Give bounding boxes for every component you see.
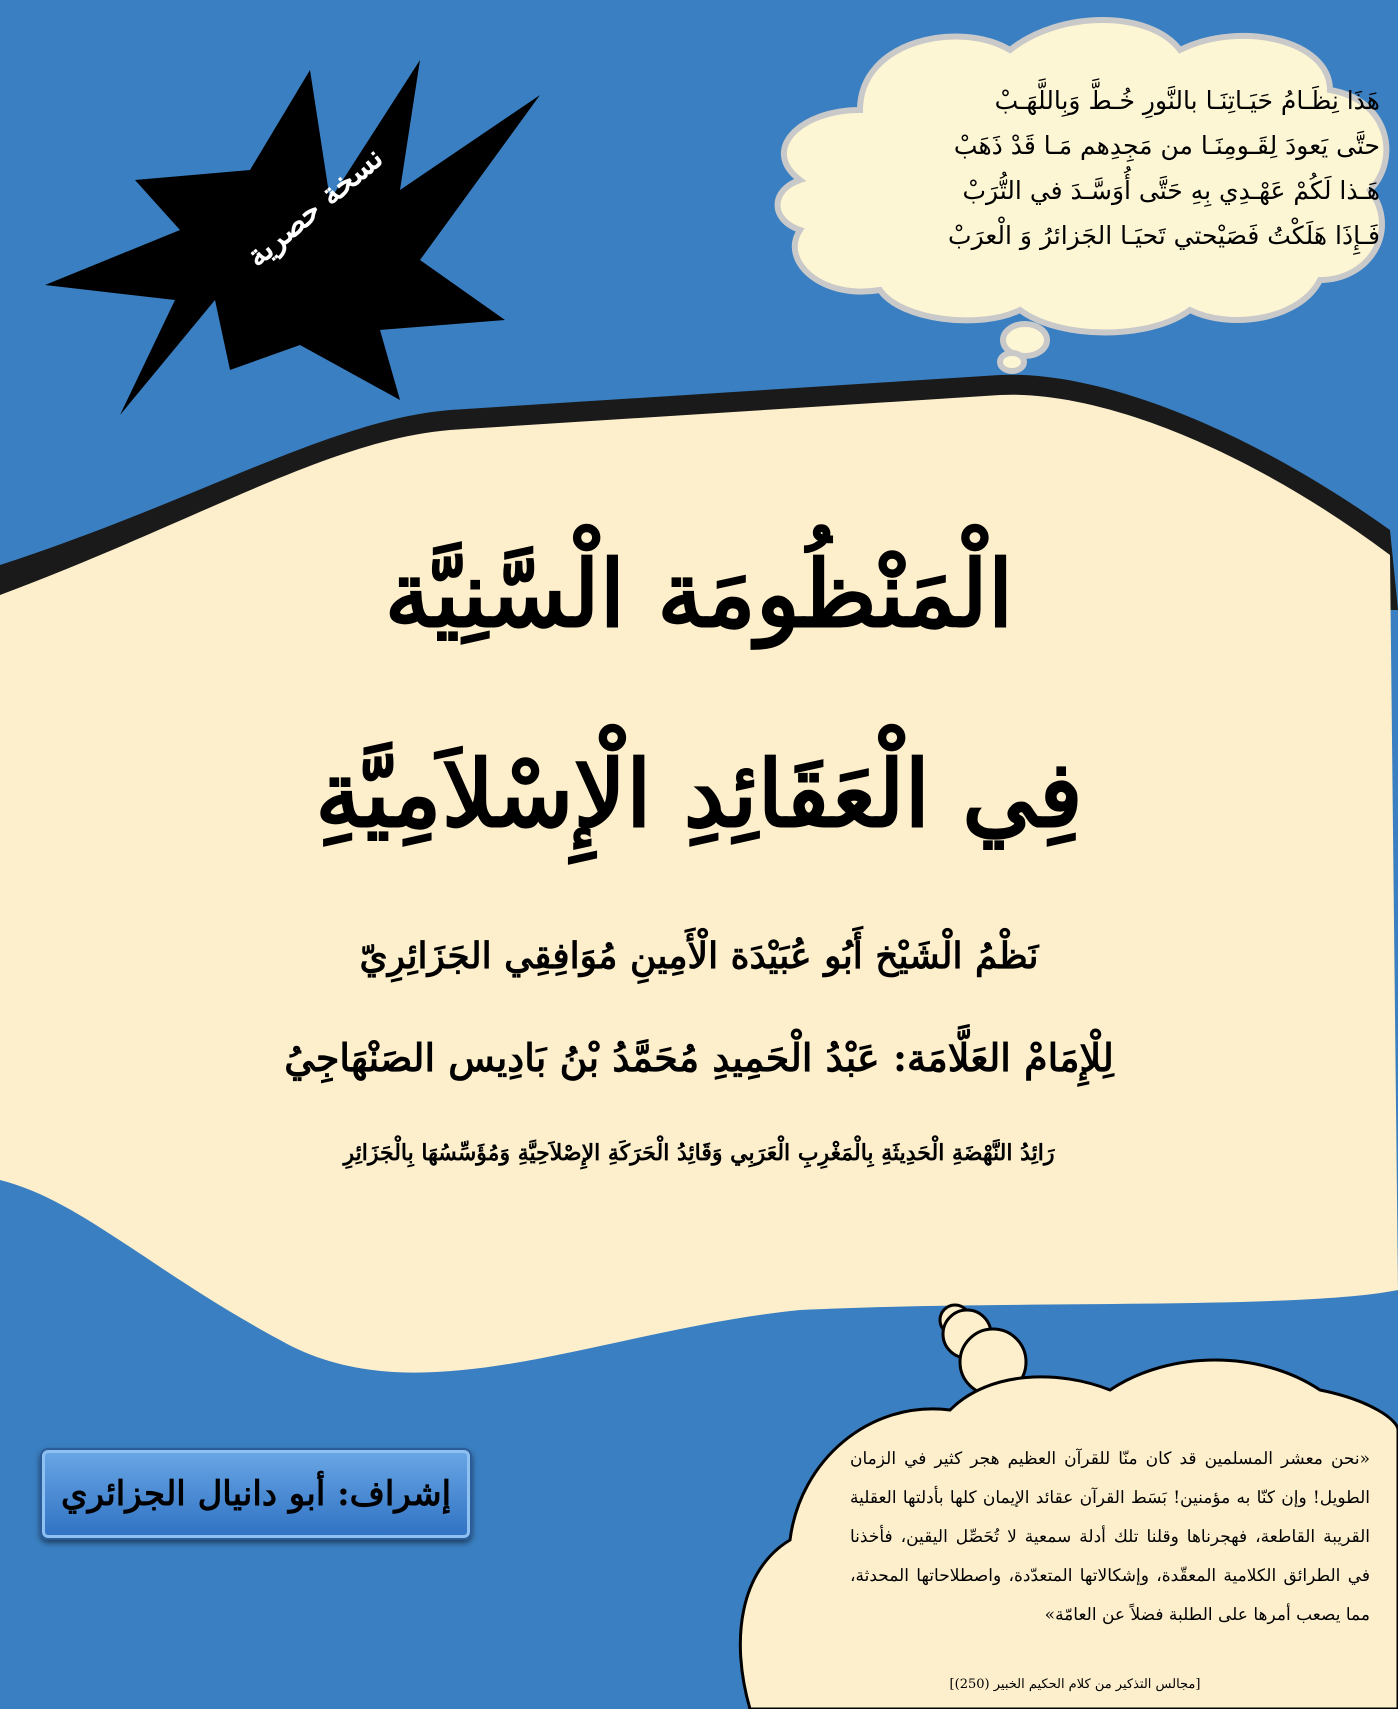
- poem-line: هَذَا نِظَـامُ حَيَـاتِنَـا بالنَّورِ خُـطَّ وَبِاللَّهَـبْ: [994, 86, 1380, 115]
- quote-source: [مجالس التذكير من كلام الحكيم الخبير (250)]: [949, 1677, 1201, 1692]
- tagline: رَائِدُ النَّهْضَةِ الْحَدِيثَةِ بِالْمَغْرِبِ الْعَرَبِي وَقَائِدُ الْحَرَكَةِ الإِصْلاَحِيَّةِ وَمُؤَسِّسُهَا بِالْجَزَائِرِ: [343, 1140, 1055, 1166]
- poem-line: فَـإِذَا هَلَكْتُ فَصَيْحتي تَحيَـا الجَزائرُ وَ الْعرَبْ: [948, 221, 1380, 250]
- poem-line: حتَّى يَعودَ لِقَـومِنَـا من مَجِدِهم مَـا قَدْ ذَهَبْ: [953, 131, 1380, 160]
- poem-line: هَـذا لَكُمْ عَهْـدِي بِهِ حَتَّى أُوَسَّـدَ في التُّرَبْ: [962, 176, 1380, 205]
- title-line-2: فِي الْعَقَائِدِ الْإِسْلاَمِيَّةِ: [315, 740, 1083, 848]
- exclusive-edition-badge: نسخة حصرية: [239, 140, 391, 275]
- poem-verses: [930, 78, 1380, 258]
- supervisor-plaque: [40, 1448, 472, 1540]
- supervisor-label: إشراف: أبو دانيال الجزائري: [60, 1474, 452, 1514]
- title-line-1: الْمَنْظُومَة الْسَّنِيَّة: [384, 540, 1014, 648]
- imam-line: لِلْإِمَامْ العَلَّامَة: عَبْدُ الْحَمِيدِ مُحَمَّدُ بْنُ بَادِيس الصَنْهَاجِيُ: [284, 1035, 1114, 1080]
- quote-text: «نحن معشر المسلمين قد كان منّا للقرآن العظيم هجر كثير في الزمان الطويل! وإن كنّا به مؤمنين! بَسَط القرآن عقائد الإيمان كلها بأدلتها العقلية القريبة القاطعة، فهجرناها وقلنا تلك أدلة سمعية لا تُحَصِّل اليقين، فأخذنا في الطرائق الكلامية المعقّدة، وإشكالاتها المتعدّدة، واصطلاحاتها المحدثة، مما يصعب أمرها على الطلبة فضلاً عن العامّة»: [850, 1449, 1370, 1625]
- author-line: نَظْمُ الْشَيْخ أَبُو عُبَيْدَة الْأَمِينِ مُوَافِقِي الجَزَائِرِيّ: [359, 935, 1039, 977]
